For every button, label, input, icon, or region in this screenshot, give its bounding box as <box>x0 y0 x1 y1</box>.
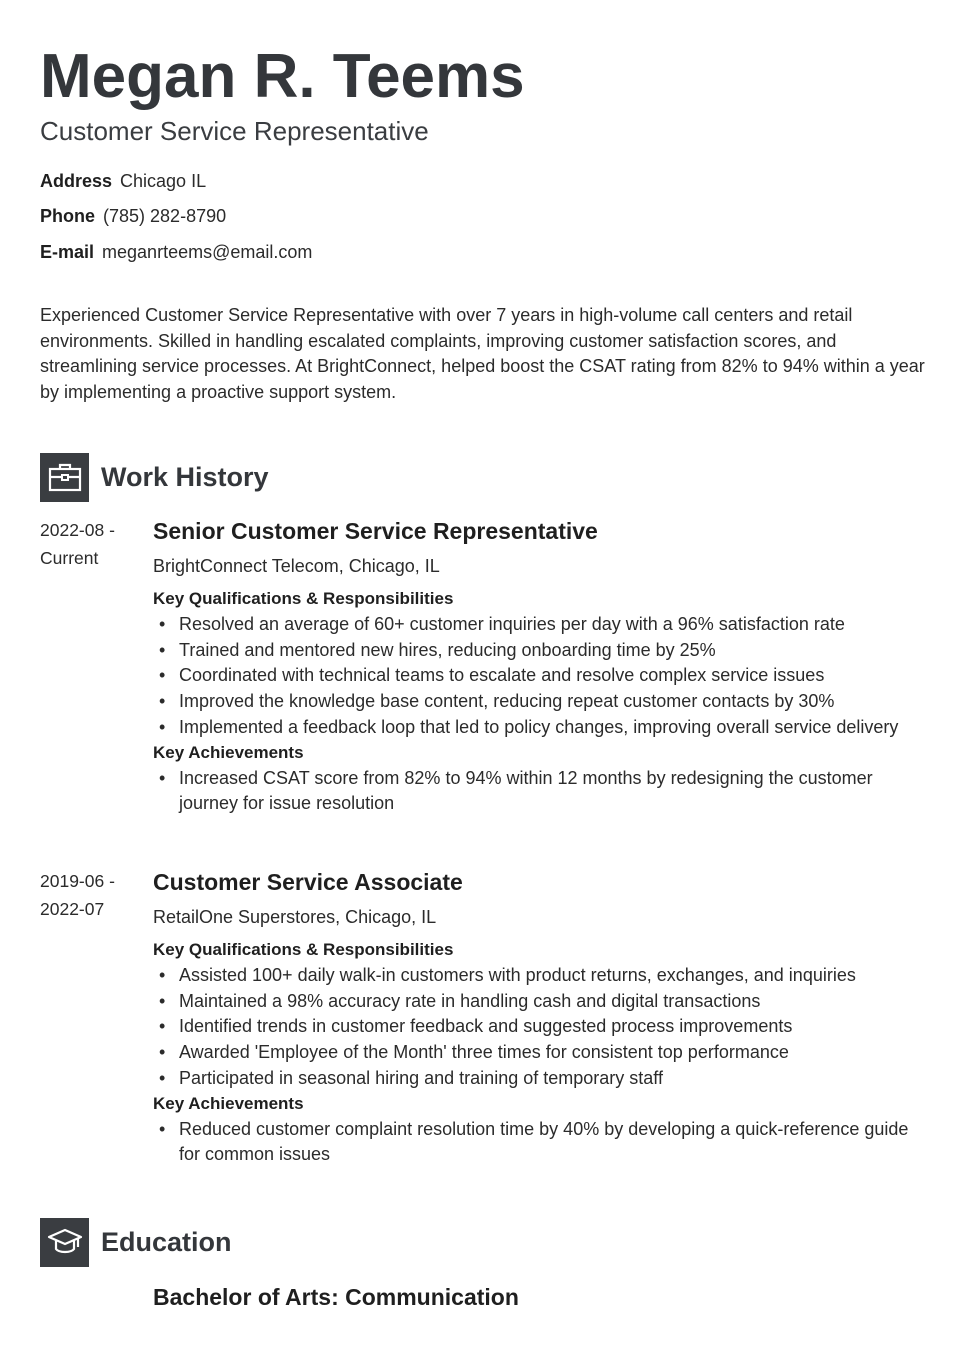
achievements-heading: Key Achievements <box>153 742 304 762</box>
job-dates <box>40 867 140 923</box>
job-company: RetailOne Superstores, Chicago, IL <box>153 907 437 927</box>
job-date-end: 2022-07 <box>40 899 105 919</box>
job-details <box>153 867 933 1168</box>
work-history-title: Work History <box>101 461 269 492</box>
list-item: • Implemented a feedback loop that led to policy changes, improving overall service delivery <box>153 715 933 741</box>
job-date-start: 2019-06 - <box>40 871 115 891</box>
achievements-heading: Key Achievements <box>153 1093 304 1113</box>
briefcase-icon <box>40 453 89 502</box>
candidate-name: Megan R. Teems <box>40 42 525 111</box>
professional-summary: Experienced Customer Service Representative with over 7 years in high-volume call centers and retail environments. Skilled in handling escalated complaints, improving customer satisfaction scores, and streamlining service processes. At BrightConnect, helped boost the CSAT rating from 82% to 94% within a year by implementing a proactive support system. <box>40 305 925 403</box>
contact-address <box>40 169 206 193</box>
contact-phone <box>40 204 226 228</box>
list-item: • Reduced customer complaint resolution time by 40% by developing a quick-reference guide for common issues <box>153 1117 933 1168</box>
candidate-title: Customer Service Representative <box>40 116 429 146</box>
list-item: • Identified trends in customer feedback and suggested process improvements <box>153 1014 933 1040</box>
job-company: BrightConnect Telecom, Chicago, IL <box>153 556 440 576</box>
education-title: Education <box>101 1226 232 1257</box>
list-item: • Resolved an average of 60+ customer inquiries per day with a 96% satisfaction rate <box>153 612 933 638</box>
contact-email <box>40 240 312 264</box>
list-item: • Increased CSAT score from 82% to 94% within 12 months by redesigning the customer journey for issue resolution <box>153 766 933 817</box>
address-value: Chicago IL <box>120 171 207 191</box>
graduation-cap-icon <box>40 1218 89 1267</box>
job-date-start: 2022-08 - <box>40 520 115 540</box>
work-history-heading <box>40 452 269 502</box>
degree-title: Bachelor of Arts: Communication <box>153 1284 519 1310</box>
job-details <box>153 516 933 817</box>
qualifications-list <box>153 963 933 1092</box>
job-title: Senior Customer Service Representative <box>153 518 598 544</box>
job-title: Customer Service Associate <box>153 869 463 895</box>
list-item: • Improved the knowledge base content, reducing repeat customer contacts by 30% <box>153 689 933 715</box>
job-dates <box>40 516 140 572</box>
list-item: • Assisted 100+ daily walk-in customers with product returns, exchanges, and inquiries <box>153 963 933 989</box>
list-item: • Coordinated with technical teams to escalate and resolve complex service issues <box>153 663 933 689</box>
achievements-list <box>153 1117 933 1168</box>
achievements-list <box>153 766 933 817</box>
list-item: • Trained and mentored new hires, reducing onboarding time by 25% <box>153 638 933 664</box>
address-label: Address <box>40 171 113 191</box>
phone-label: Phone <box>40 206 96 226</box>
education-heading <box>40 1217 232 1267</box>
qualifications-heading: Key Qualifications & Responsibilities <box>153 589 454 608</box>
email-value: meganrteems@email.com <box>102 242 313 262</box>
list-item: • Participated in seasonal hiring and training of temporary staff <box>153 1066 933 1092</box>
list-item: • Maintained a 98% accuracy rate in handling cash and digital transactions <box>153 989 933 1015</box>
email-label: E-mail <box>40 242 95 262</box>
list-item: • Awarded 'Employee of the Month' three times for consistent top performance <box>153 1040 933 1066</box>
qualifications-list <box>153 612 933 741</box>
phone-value: (785) 282-8790 <box>103 206 227 226</box>
qualifications-heading: Key Qualifications & Responsibilities <box>153 940 454 959</box>
job-date-end: Current <box>40 548 99 568</box>
